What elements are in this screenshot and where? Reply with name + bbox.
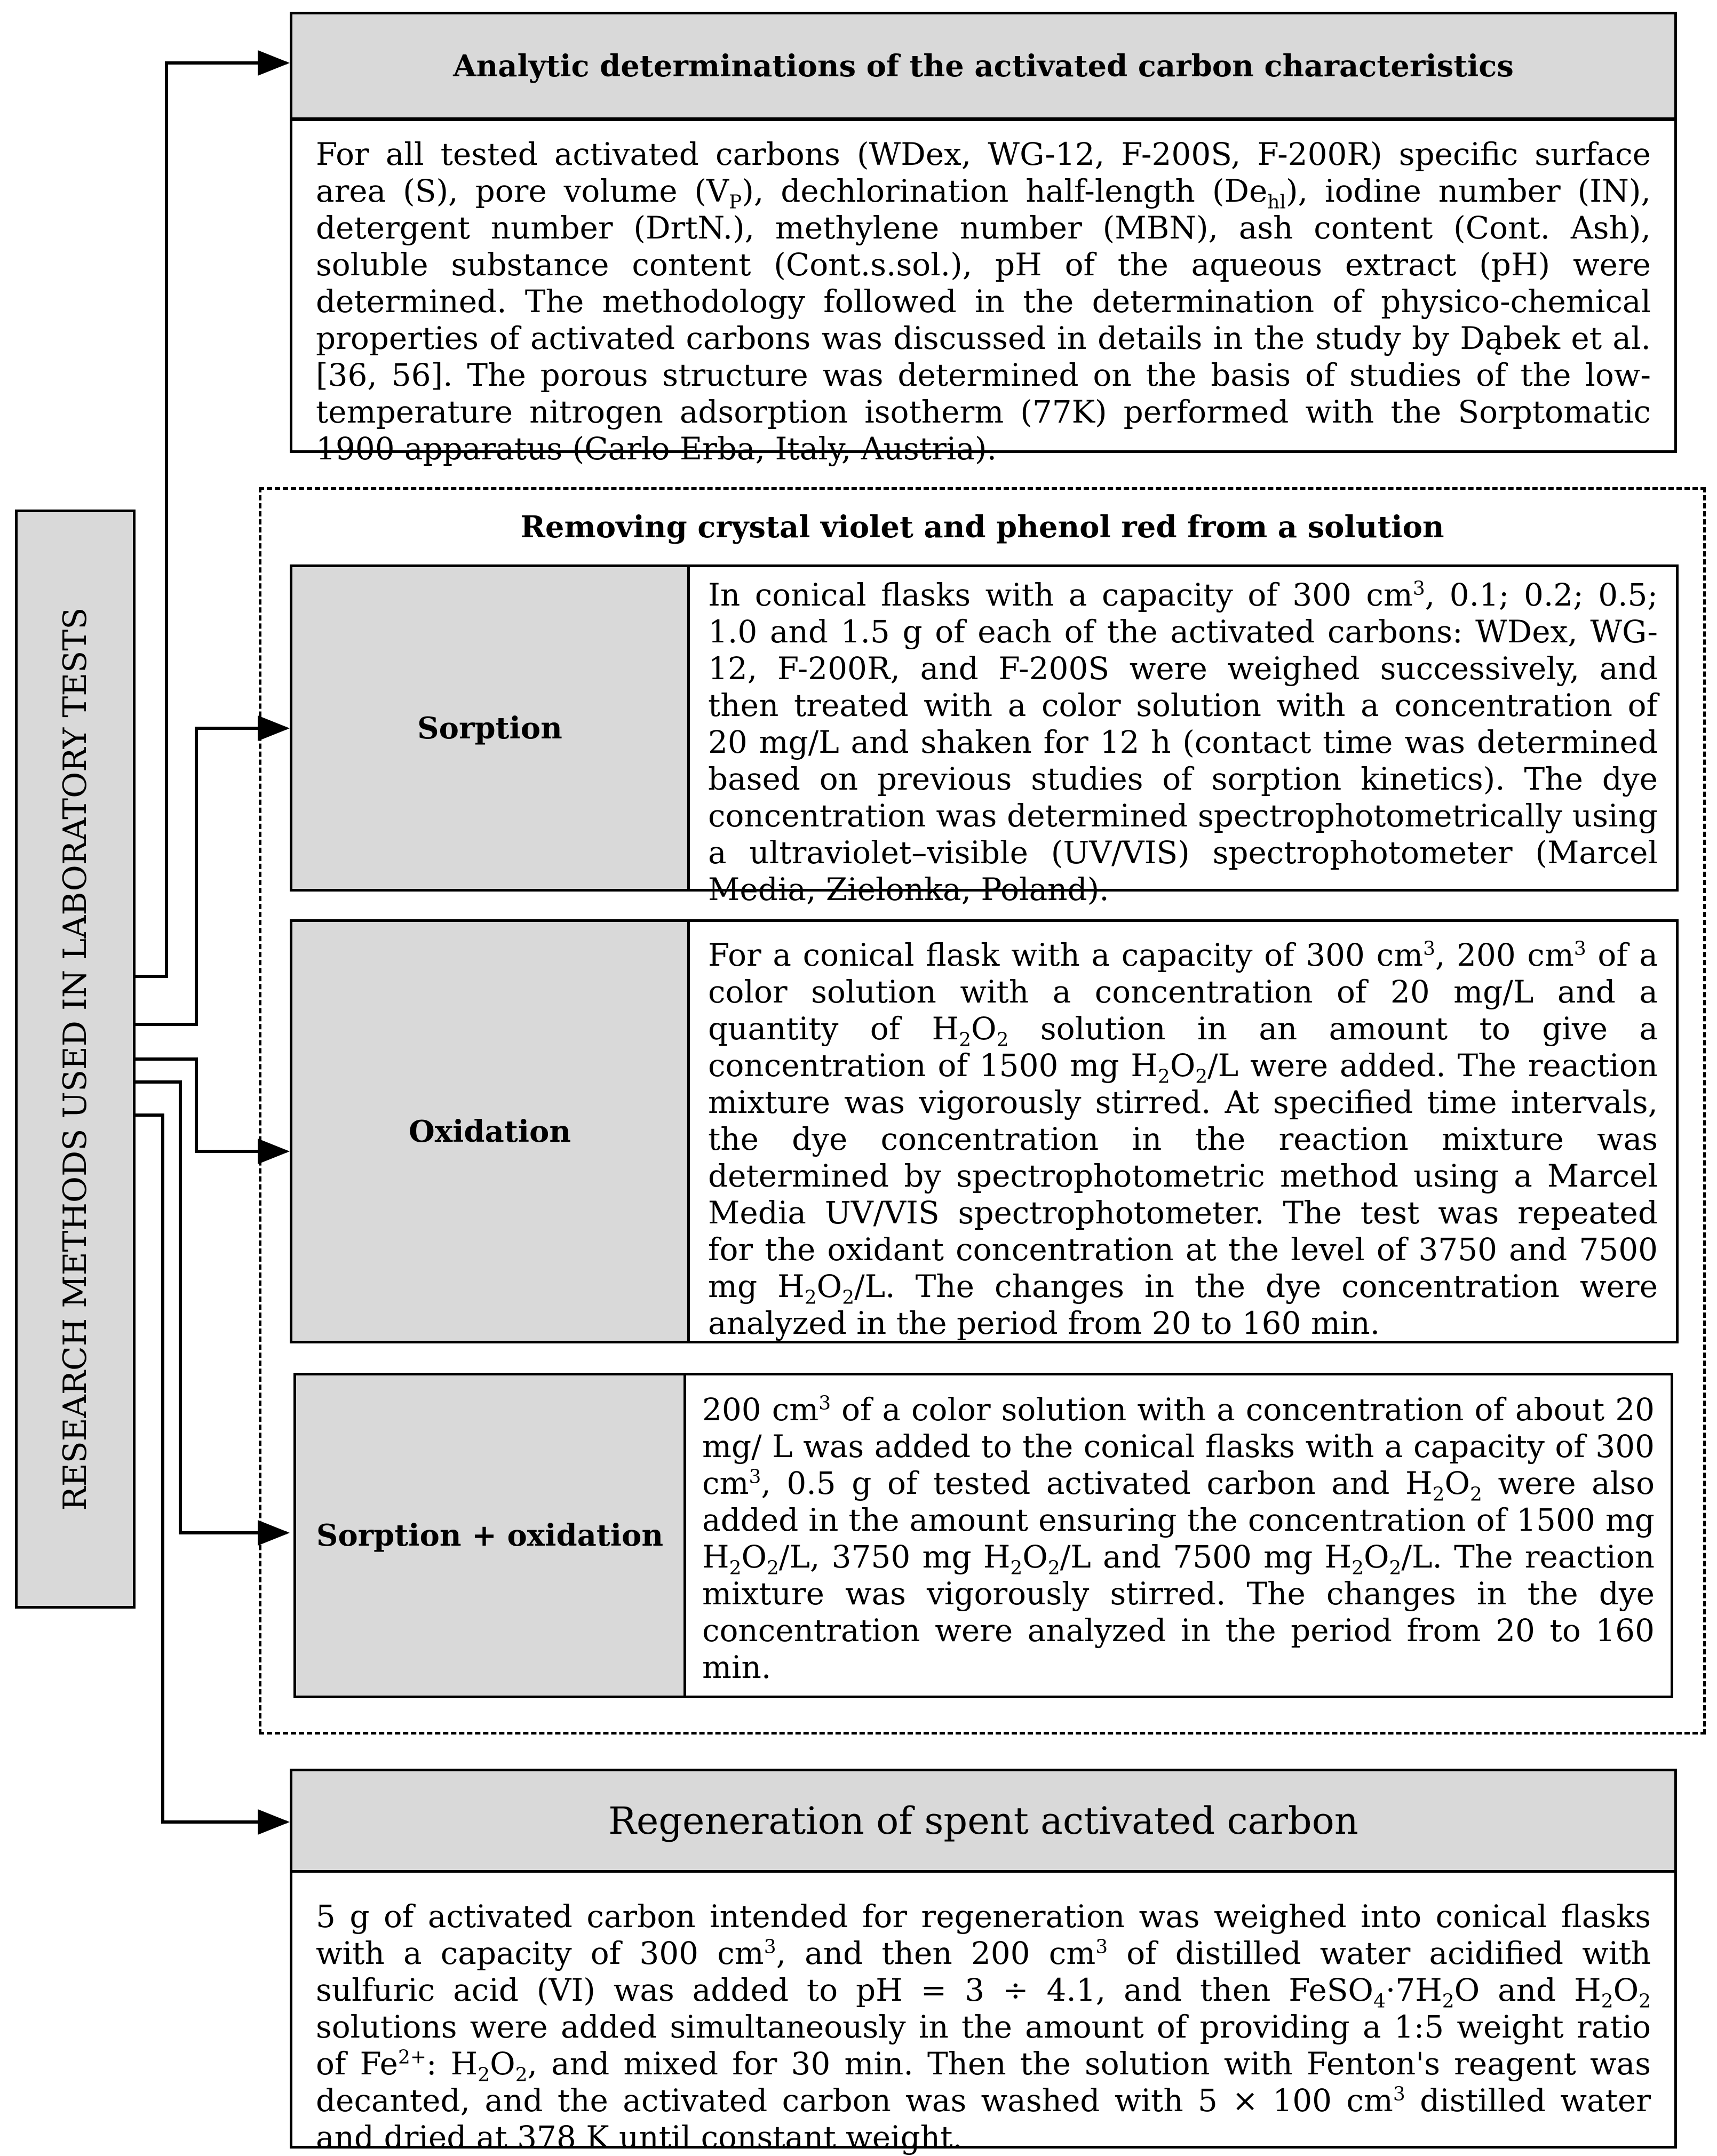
regeneration-body-box (290, 1870, 1677, 2155)
research-methods-label (15, 510, 136, 1609)
sorption-body: In conical flasks with a capacity of 300 $cm^3$, 0.1; 0.2; 0.5; 1.0 and 1.5 g of each of the activated carbons: WDex, WG-12, F-200R, and F-200S were weighed successively, and then treated with a color solution with a concentration of 20 mg/L and shaken for 12 h (contact time was determined based on previous studies of sorption kinetics). The dye concentration was determined spectrophotometrically using a ultraviolet–visible (UV/VIS) spectrophotometer (Marcel Media, Zielonka, Poland). (708, 577, 1658, 908)
sorption-oxidation-label: Sorption + oxidation (316, 1518, 664, 1553)
oxidation-label: Oxidation (408, 1113, 571, 1149)
oxidation-body-box (687, 919, 1679, 1343)
sorption-label: Sorption (417, 710, 562, 746)
sorption-oxidation-label-box (293, 1373, 686, 1698)
regeneration-title: Regeneration of spent activated carbon (608, 1799, 1358, 1843)
regeneration-title-box (290, 1769, 1677, 1873)
sorption-oxidation-body: 200 $cm^3$ of a color solution with a concentration of about 20 mg/ L was added to the conical flasks with a capacity of 300 $cm^3$, 0.5 g of tested activated carbon and $H_2O_2$ were also added in the amount ensuring the concentration of 1500 mg $H_2O_2/L$, 3750 mg $H_2O_2/L$ and 7500 mg $H_2O_2/L$. The reaction mixture was vigorously stirred. The changes in the dye concentration were analyzed in the period from 20 to 160 min. (702, 1391, 1655, 1685)
analytic-body-box (290, 118, 1677, 467)
analytic-title: Analytic determinations of the activated carbon characteristics (453, 48, 1514, 84)
oxidation-body: For a conical flask with a capacity of 300 $cm^3$, 200 $cm^3$ of a color solution with a concentration of 20 mg/L and a quantity of $H_2O_2$ solution in an amount to give a concentration of 1500 mg $H_2O_2/L$ were added. The reaction mixture was vigorously stirred. At specified time intervals, the dye concentration in the reaction mixture was determined by spectrophotometric method using a Marcel Media UV/VIS spectrophotometer. The test was repeated for the oxidant concentration at the level of 3750 and 7500 mg $H_2O_2/L$. The changes in the dye concentration were analyzed in the period from 20 to 160 min. (708, 937, 1658, 1341)
removing-dyes-title: Removing crystal violet and phenol red from a solution (520, 510, 1444, 545)
sorption-label-box (290, 564, 690, 892)
research-methods-label-text: RESEARCH METHODS USED IN LABORATORY TESTS (57, 607, 94, 1511)
oxidation-label-box (290, 919, 690, 1343)
sorption-body-box (687, 564, 1679, 908)
sorption-oxidation-body-box (683, 1373, 1673, 1698)
analytic-title-box (290, 12, 1677, 120)
regeneration-body: 5 g of activated carbon intended for regeneration was weighed into conical flasks with a capacity of 300 $cm^3$, and then 200 $cm^3$ of distilled water acidified with sulfuric acid (VI) was added to pH = 3 ÷ 4.1, and then $FeSO_4\cdot 7H_2O$ and $H_2O_2$ solutions were added simultaneously in the amount of providing a 1:5 weight ratio of $Fe^{2+}$: $H_2O_2$, and mixed for 30 min. Then the solution with Fenton's reagent was decanted, and the activated carbon was washed with 5 × 100 $cm^3$ distilled water and dried at 378 K until constant weight. (316, 1898, 1651, 2155)
analytic-body: For all tested activated carbons (WDex, WG-12, F-200S, F-200R) specific surface area (S), pore volume $(V_P)$, dechlorination half-length $(De_{hl})$, iodine number (IN), detergent number (DrtN.), methylene number (MBN), ash content (Cont. Ash), soluble substance content (Cont.s.sol.), pH of the aqueous extract (pH) were determined. The methodology followed in the determination of physico-chemical properties of activated carbons was discussed in details in the study by Dąbek et al. [36, 56]. The porous structure was determined on the basis of studies of the low-temperature nitrogen adsorption isotherm (77K) performed with the Sorptomatic 1900 apparatus (Carlo Erba, Italy, Austria). (316, 136, 1651, 467)
